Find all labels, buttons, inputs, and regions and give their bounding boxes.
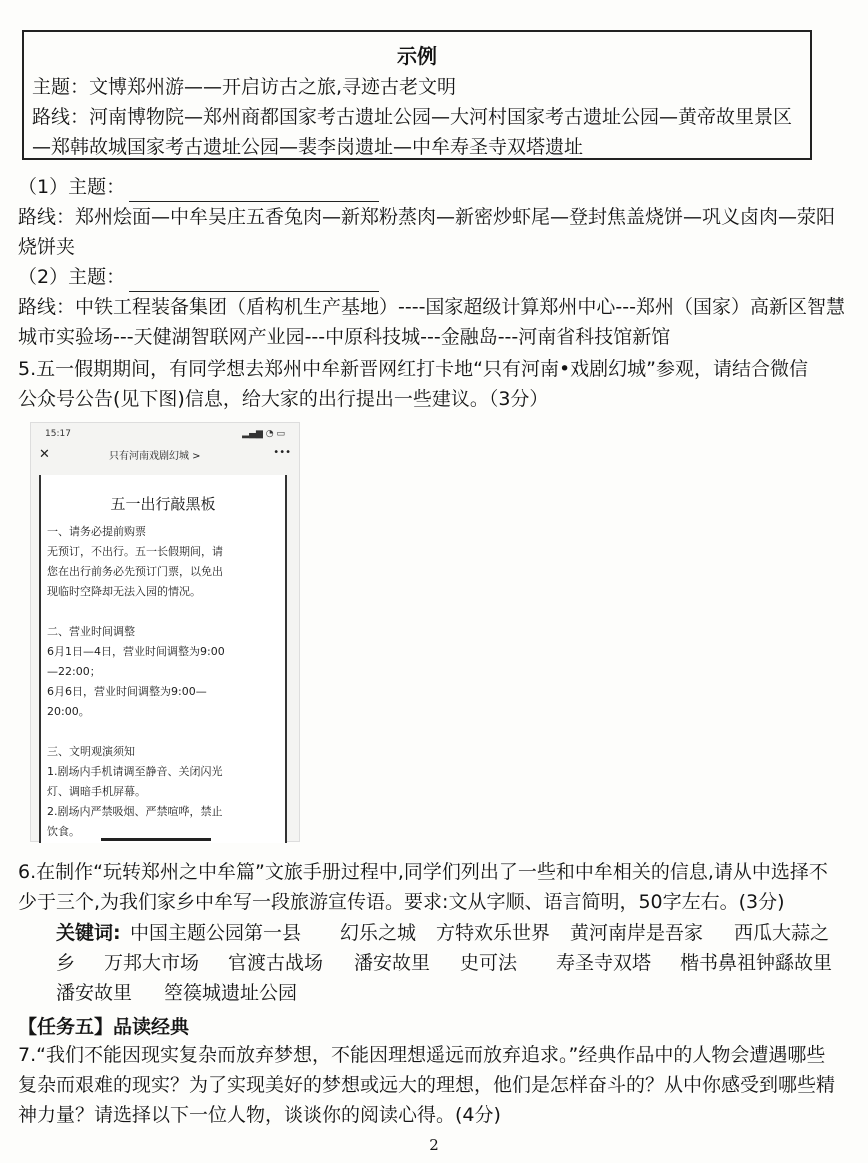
q1-theme-row	[18, 172, 858, 202]
q2-theme-label: （2）主题：	[18, 266, 126, 288]
notice-line: 1.剧场内手机请调至静音、关闭闪光	[47, 765, 223, 778]
keyword: 潘安故里	[354, 952, 431, 974]
signal-icon: ▂▄▆ ◔ ▭	[242, 429, 285, 439]
wechat-screenshot	[30, 422, 300, 842]
page-number: 2	[429, 1136, 439, 1154]
more-icon[interactable]: •••	[273, 447, 291, 458]
home-indicator	[101, 838, 211, 841]
keyword: 箜篌城遗址公园	[164, 982, 298, 1004]
keywords-label: 关键词:	[56, 922, 121, 944]
q2-route-line-2: 城市实验场---天健湖智联网产业园---中原科技城---金融岛---河南省科技馆新馆	[18, 326, 671, 348]
notice-line: 饮食。	[47, 825, 80, 838]
example-title: 示例	[397, 44, 437, 68]
keyword: 史可法	[460, 952, 518, 974]
q7-line-2: 复杂而艰难的现实？为了实现美好的梦想或远大的理想，他们是怎样奋斗的？从中你感受到哪些精	[18, 1074, 836, 1096]
q2-route-line-1: 路线：中铁工程装备集团（盾构机生产基地）----国家超级计算郑州中心---郑州（国家）高新区智慧	[18, 296, 845, 318]
keyword: 潘安故里	[56, 982, 133, 1004]
q6-line-1: 6.在制作“玩转郑州之中牟篇”文旅手册过程中,同学们列出了一些和中牟相关的信息,请从中选择不	[18, 861, 828, 883]
q1-theme-blank[interactable]	[129, 181, 379, 202]
q5-line-2: 公众号公告(见下图)信息，给大家的出行提出一些建议。（3分）	[18, 388, 549, 410]
keyword: 乡	[56, 952, 76, 974]
example-route-line-1: 路线：河南博物院—郑州商都国家考古遗址公园—大河村国家考古遗址公园—黄帝故里景区	[32, 106, 793, 128]
close-icon[interactable]: ✕	[39, 447, 50, 462]
notice-line: 2.剧场内严禁吸烟、严禁喧哗，禁止	[47, 805, 223, 818]
phone-status-bar	[45, 429, 285, 439]
keyword: 万邦大市场	[104, 952, 200, 974]
task5-heading: 【任务五】品读经典	[18, 1016, 190, 1038]
notice-card	[39, 475, 287, 843]
q1-theme-label: （1）主题：	[18, 176, 126, 198]
notice-line: 6月1日—4日，营业时间调整为9:00	[47, 645, 225, 658]
keyword: 西瓜大蒜之	[734, 922, 830, 944]
notice-line: 6月6日，营业时间调整为9:00—	[47, 685, 207, 698]
phone-time: 15:17	[45, 429, 71, 439]
keyword: 官渡古战场	[228, 952, 324, 974]
q5-line-1: 5.五一假期期间，有同学想去郑州中牟新晋网红打卡地“只有河南•戏剧幻城”参观，请结合微信	[18, 358, 809, 380]
keyword: 幻乐之城	[340, 922, 417, 944]
account-name[interactable]: 只有河南戏剧幻城 >	[109, 451, 201, 462]
keyword: 中国主题公园第一县	[130, 922, 302, 944]
q1-route-line-1: 路线：郑州烩面—中牟吴庄五香兔肉—新郑粉蒸肉—新密炒虾尾—登封焦盖烧饼—巩义卤肉—荥阳	[18, 206, 836, 228]
notice-title: 五一出行敲黑板	[110, 495, 216, 513]
notice-line: 二、营业时间调整	[47, 625, 135, 638]
notice-line: —22:00；	[47, 665, 101, 678]
keyword: 方特欢乐世界	[436, 922, 551, 944]
notice-line: 灯、调暗手机屏幕。	[47, 785, 146, 798]
q6-line-2: 少于三个,为我们家乡中牟写一段旅游宣传语。要求:文从字顺、语言简明，50字左右。(3分)	[18, 891, 785, 913]
example-theme: 主题：文博郑州游——开启访古之旅,寻迹古老文明	[32, 76, 457, 98]
notice-line: 三、文明观演须知	[47, 745, 135, 758]
q2-theme-row	[18, 262, 858, 292]
notice-line: 无预订，不出行。五一长假期间，请	[47, 545, 223, 558]
q2-theme-blank[interactable]	[129, 271, 379, 292]
q7-line-3: 神力量？请选择以下一位人物，谈谈你的阅读心得。(4分)	[18, 1104, 501, 1126]
q1-route-line-2: 烧饼夹	[18, 236, 76, 258]
notice-line: 一、请务必提前购票	[47, 525, 146, 538]
notice-line: 20:00。	[47, 705, 90, 718]
keyword: 黄河南岸是吾家	[570, 922, 704, 944]
keyword: 楷书鼻祖钟繇故里	[680, 952, 833, 974]
notice-line: 您在出行前务必先预订门票，以免出	[47, 565, 223, 578]
keyword: 寿圣寺双塔	[556, 952, 652, 974]
q7-line-1: 7.“我们不能因现实复杂而放弃梦想，不能因理想遥远而放弃追求。”经典作品中的人物会遭遇哪些	[18, 1044, 826, 1066]
example-box	[22, 30, 812, 160]
notice-line: 现临时空降却无法入园的情况。	[47, 585, 201, 598]
example-route-line-2: —郑韩故城国家考古遗址公园—裴李岗遗址—中牟寿圣寺双塔遗址	[32, 136, 584, 158]
